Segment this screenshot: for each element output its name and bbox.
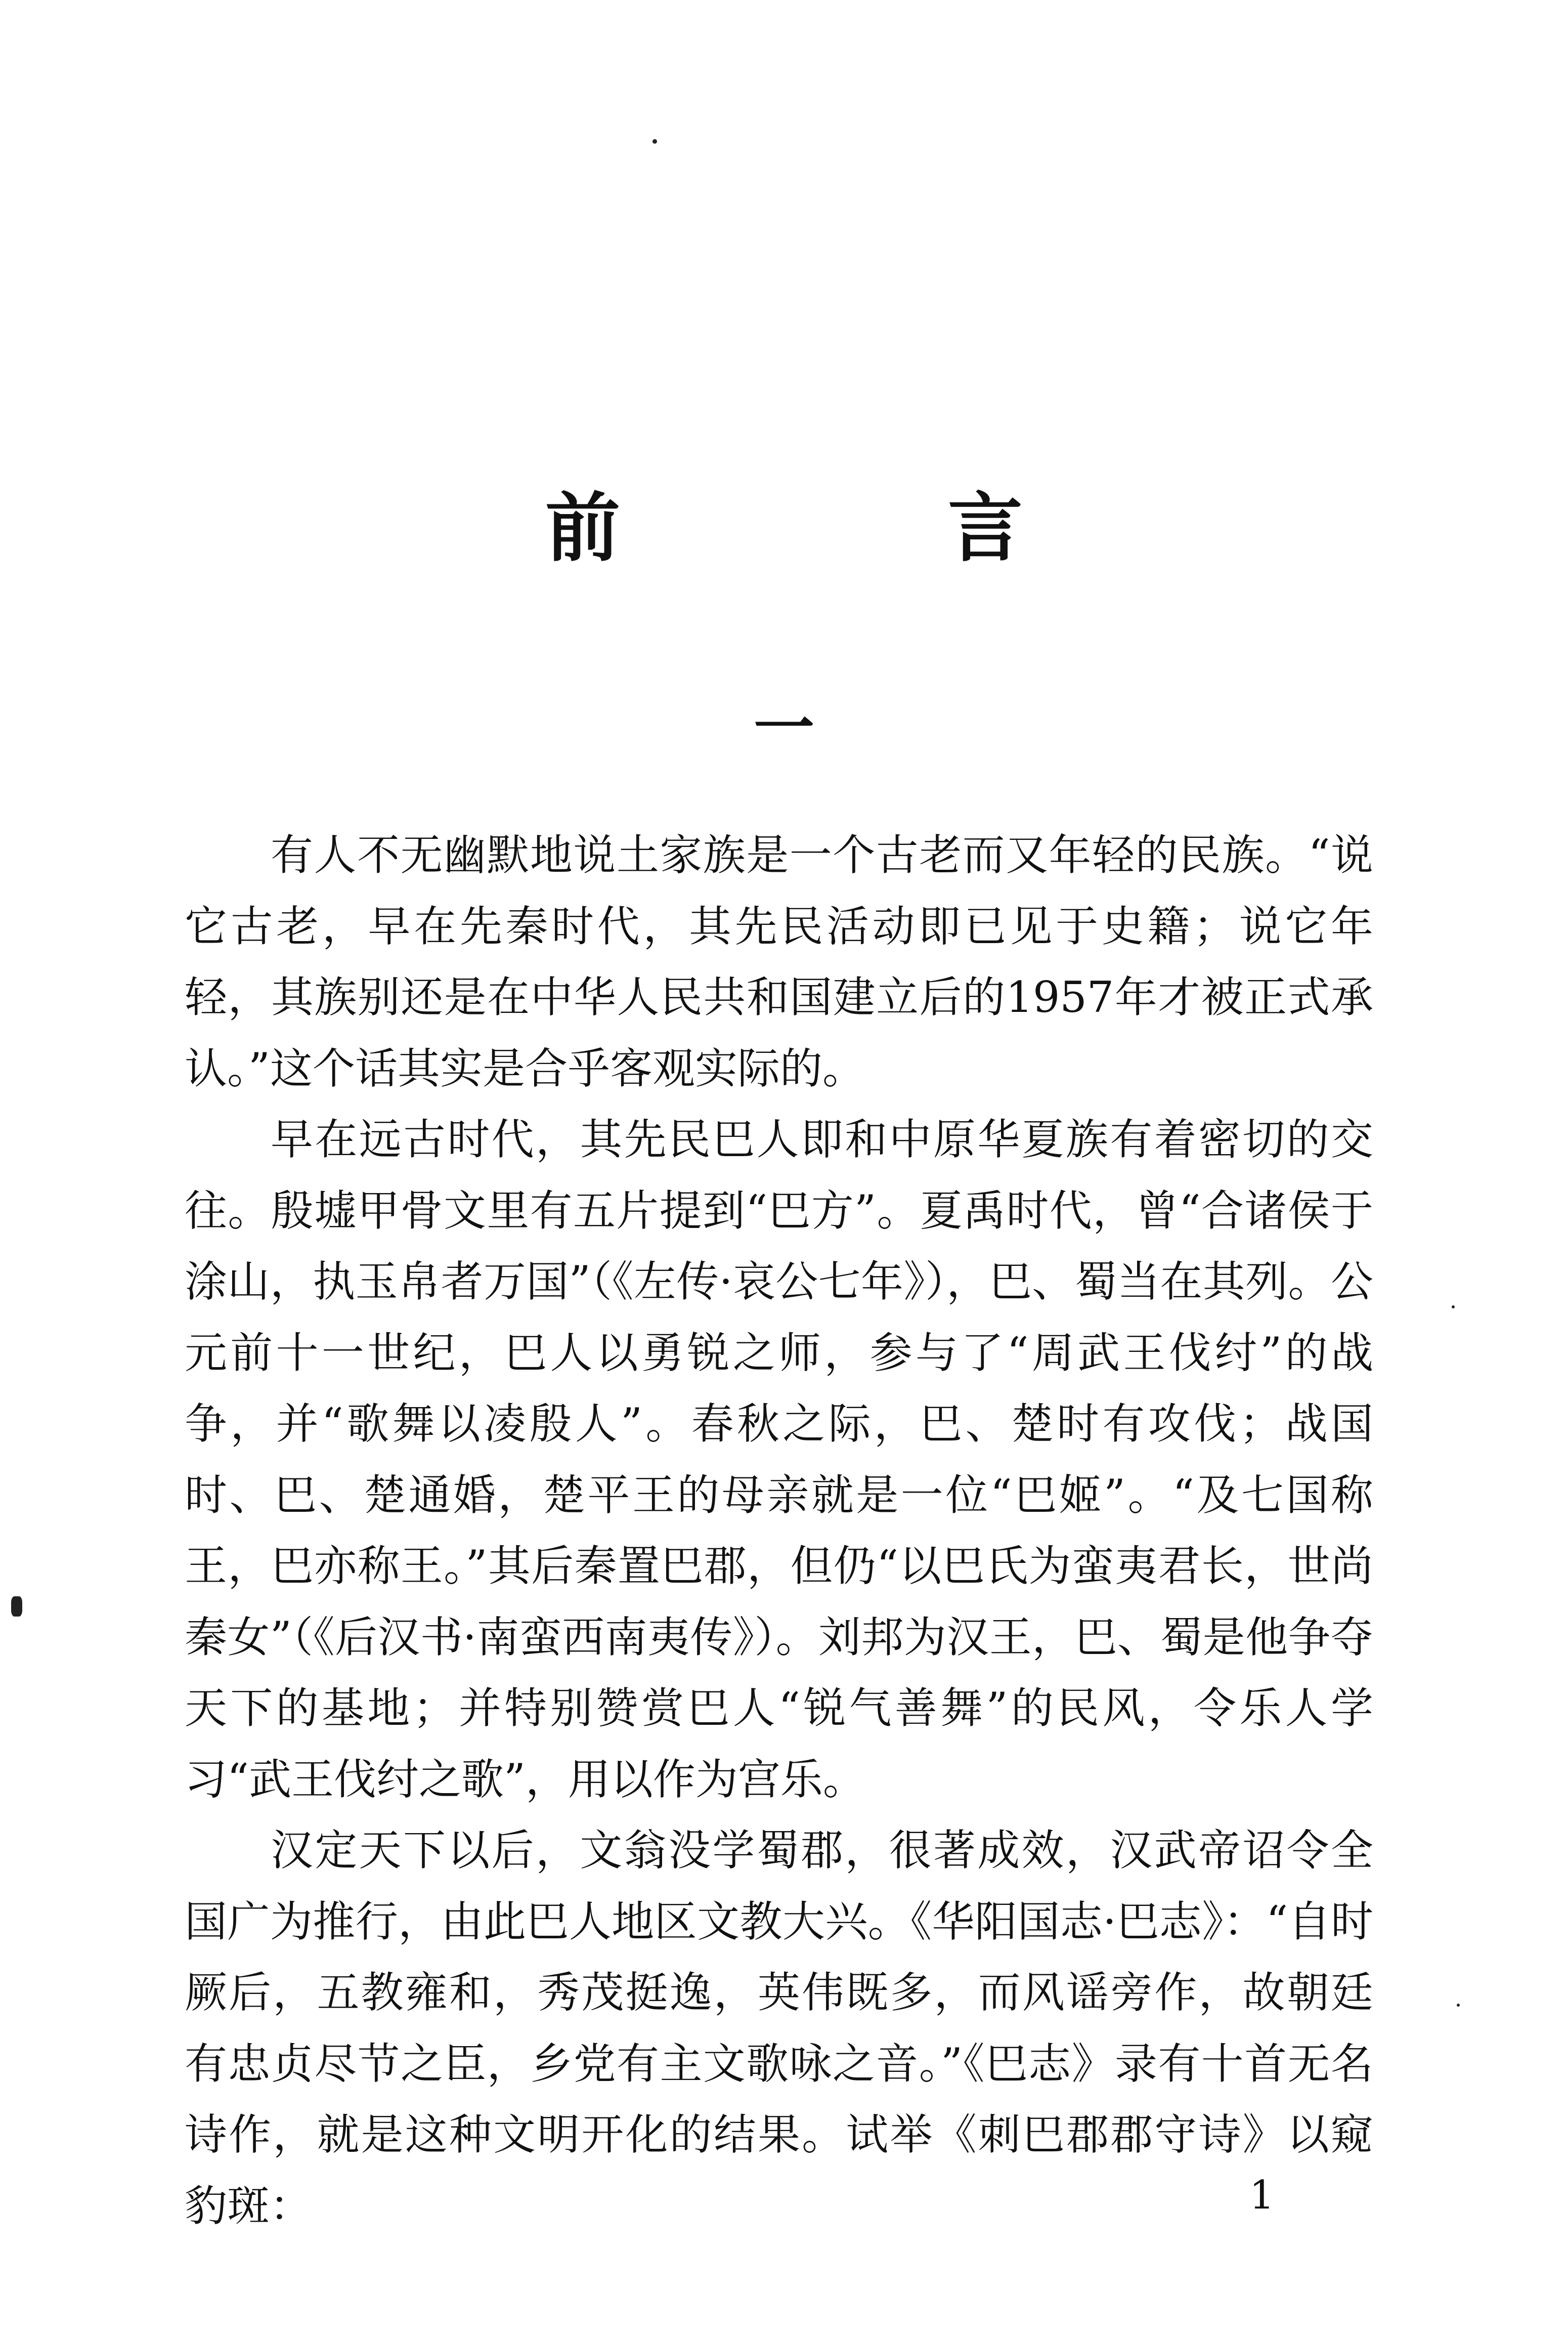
body-text	[185, 820, 1373, 2241]
scan-speck	[652, 139, 657, 144]
scan-speck	[1452, 1305, 1455, 1308]
section-number: 一	[754, 693, 814, 763]
page-number: 1	[1249, 2173, 1275, 2218]
paragraph: 汉定天下以后，文翁没学蜀郡，很著成效，汉武帝诏令全国广为推行，由此巴人地区文教大兴。《华阳国志·巴志》：“自时厥后，五教雍和，秀茂挺逸，英伟既多，而风谣旁作，故朝廷有忠贞尽节之臣，乡党有主文歌咏之音。”《巴志》录有十首无名诗作，就是这种文明开化的结果。试举《刺巴郡郡守诗》以窥豹斑：	[185, 1825, 1373, 2231]
page-title: 前 言	[545, 485, 1149, 572]
scan-speck	[1457, 2004, 1460, 2007]
paragraph: 有人不无幽默地说土家族是一个古老而又年轻的民族。“说它古老，早在先秦时代，其先民活动即已见于史籍；说它年轻，其族别还是在中华人民共和国建立后的1957年才被正式承认。”这个话其实是合乎客观实际的。	[185, 830, 1373, 1093]
paragraph: 早在远古时代，其先民巴人即和中原华夏族有着密切的交往。殷墟甲骨文里有五片提到“巴方”。夏禹时代，曾“合诸侯于涂山，执玉帛者万国”（《左传·哀公七年》），巴、蜀当在其列。公元前十一世纪，巴人以勇锐之师，参与了“周武王伐纣”的战争，并“歌舞以凌殷人”。春秋之际，巴、楚时有攻伐；战国时、巴、楚通婚，楚平王的母亲就是一位“巴姬”。“及七国称王，巴亦称王。”其后秦置巴郡，但仍“以巴氏为蛮夷君长，世尚秦女”（《后汉书·南蛮西南夷传》）。刘邦为汉王，巴、蜀是他争夺天下的基地；并特别赞赏巴人“锐气善舞”的民风，令乐人学习“武王伐纣之歌”，用以作为宫乐。	[185, 1115, 1373, 1804]
scan-speck	[11, 1596, 22, 1617]
